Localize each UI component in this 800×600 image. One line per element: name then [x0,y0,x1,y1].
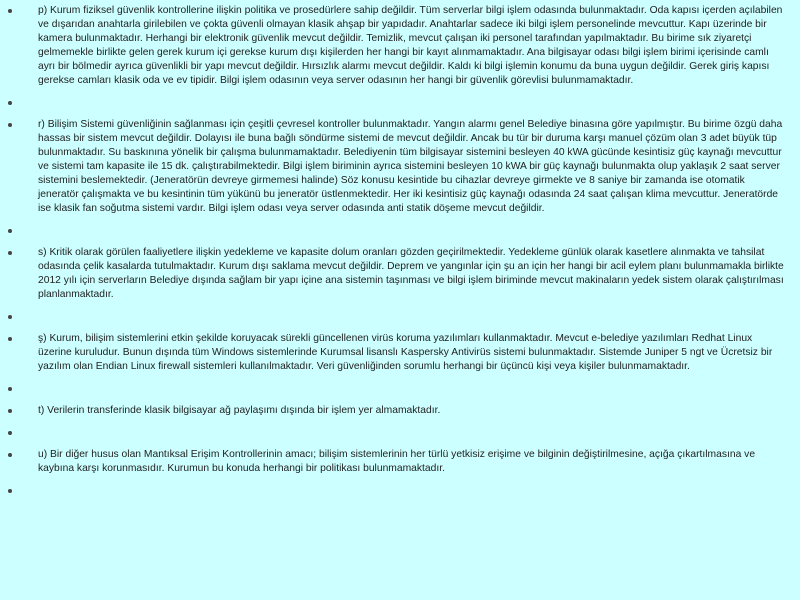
bullet-dot-icon [8,251,12,255]
bullet-dot-icon [8,387,12,391]
bullet-empty [8,224,784,238]
bullet-dot-icon [8,123,12,127]
bullet-dot-icon [8,409,12,413]
bullet-paragraph-u [8,448,784,476]
paragraph-text: p) Kurum fiziksel güvenlik kontrollerine ilişkin politika ve prosedürlere sahip değildir. Tüm serverlar bilgi işlem odasında bulunmaktadır. Oda kapısı içerden açılabilen ve dışarıdan anahtarla girilebilen ve çokta güvenli olmayan klasik ahşap bir yapıdadır. Anahtarlar sadece iki bilgi işlem personelinde mevcuttur. Kapı üzerinde bir kamera bulunmaktadır. Herhangi bir elektronik güvenlik mevcut değildir. Temizlik, mevcut çalışan iki personel tarafından yapılmaktadır. Bu birime sık ziyaretçi gelmemekle birlikte gelen gerek kurum içi gerekse kurum dışı kişilerden her hangi bir kayıt alınmamaktadır. Ana bilgisayar odası bilgi işlem birimi içerisinde camlı ayrı bir bölmedir ayrıca güvenlikli bir yapı mevcut değildir. Hırsızlık alarmı mevcut değildir. Kaldı ki bilgi işlemin konumu da buna uygun değildir. Gerek giriş kapısı gerekse camları klasik oda ve ev tipidir. Bilgi işlem odasının veya server odasının her hangi bir güvenlik görevlisi bulunmamaktadır. [38,5,783,86]
paragraph-text: t) Verilerin transferinde klasik bilgisayar ağ paylaşımı dışında bir işlem yer almamaktadır. [38,405,441,416]
bullet-empty [8,484,784,498]
bullet-empty [8,310,784,324]
paragraph-text: ş) Kurum, bilişim sistemlerini etkin şekilde koruyacak sürekli güncellenen virüs koruma yazılımları kullanmaktadır. Mevcut e-belediye yazılımları Redhat Linux üzerine kuruludur. Bunun dışında tüm Windows sistemlerinde Kurumsal lisanslı Kaspersky Antivirüs sistemi bulunmaktadır. Sistemde Juniper 5 ngt ve Ücretsiz bir yazılım olan Endian Linux firewall sistemleri kullanılmaktadır. Veri güvenliğinden sorumlu herhangi bir üçüncü kişi veya kişiler bulunmamaktadır. [38,333,773,372]
paragraph-text: u) Bir diğer husus olan Mantıksal Erişim Kontrollerinin amacı; bilişim sistemlerinin her türlü yetkisiz erişime ve bilginin değiştirilmesine, açığa çıkartılmasına ve kaybına karşı korunmasıdır. Kurumun bu konuda herhangi bir politikası bulunmamaktadır. [38,449,756,474]
bullet-empty [8,426,784,440]
paragraph-text: s) Kritik olarak görülen faaliyetlere ilişkin yedekleme ve kapasite dolum oranları gözden geçirilmektedir. Yedekleme günlük olarak kasetlere alınmakta ve tahsilat odasında çelik kasalarda tutulmaktadır. Kurum dışı saklama mevcut değildir. Deprem ve yangınlar için şu an için her hangi bir acil eylem planı bulunmamakla birlikte 2012 yılı için serverların Belediye dışında sağlam bir yapı içine ana sistemin taşınması ve bilgi işlem biriminde mevcut makinaların yedek sistem olarak çalıştırılması planlanmaktadır. [38,247,784,300]
bullet-paragraph-r [8,118,784,216]
bullet-list [8,4,784,498]
bullet-dot-icon [8,431,12,435]
paragraph-text: r) Bilişim Sistemi güvenliğinin sağlanması için çeşitli çevresel kontroller bulunmaktadır. Yangın alarmı genel Belediye binasına göre yapılmıştır. Bu birime özgü daha hassas bir sistem mevcut değildir. Dolayısı ile buna bağlı söndürme sistemi de mevcut değildir. Ancak bu tür bir duruma karşı manuel çözüm olan 3 adet büyük tüp bulunmaktadır. Su baskınına yönelik bir çalışma bulunmamaktadır. Belediyenin tüm bilgisayar sistemini besleyen 40 kWA gücünde kesintisiz güç kaynağı mevcuttur ve sistemi tam kapasite ile 15 dk. çalıştırabilmektedir. Bilgi işlem biriminin ayrıca sistemini besleyen 10 kWA bir güç kaynağı bulunmakta olup yaklaşık 2 saat server sistemini beslemektedir. (Jeneratörün devreye girmemesi halinde) Söz konusu kesintide bu cihazlar devreye girmekte ve 8 saniye bir zamanda ise otomatik jeneratör çalışmakta ve bu kesintinin tüm yükünü bu jeneratör üstlenmektedir. Her iki kesintisiz güç kaynağı odasında 24 saat çalışan klima mevcuttur. Jeneratörde ise klasik fan soğutma sistemi vardır. Bilgi işlem odası veya server odasında anti statik döşeme mevcut değildir. [38,119,783,214]
bullet-paragraph-p [8,4,784,88]
bullet-dot-icon [8,9,12,13]
bullet-dot-icon [8,453,12,457]
bullet-dot-icon [8,229,12,233]
bullet-dot-icon [8,489,12,493]
bullet-dot-icon [8,315,12,319]
bullet-dot-icon [8,101,12,105]
bullet-empty [8,382,784,396]
bullet-empty [8,96,784,110]
bullet-paragraph-sh [8,332,784,374]
bullet-dot-icon [8,337,12,341]
bullet-paragraph-s [8,246,784,302]
bullet-paragraph-t [8,404,784,418]
